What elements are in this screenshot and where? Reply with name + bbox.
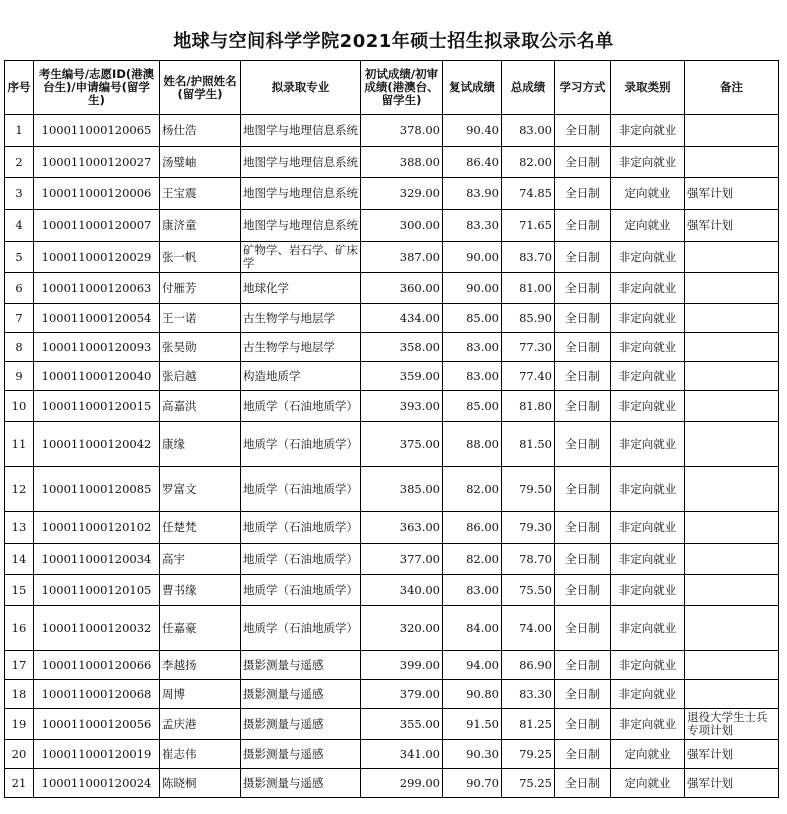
study-mode-cell: 全日制 [555, 362, 611, 391]
candidate-id-cell: 100011000120065 [34, 115, 160, 147]
note-cell [685, 651, 779, 680]
study-mode-cell: 全日制 [555, 680, 611, 709]
seq-cell: 19 [5, 709, 34, 740]
note-cell: 强军计划 [685, 178, 779, 210]
candidate-id-cell: 100011000120105 [34, 575, 160, 606]
admission-category-cell: 非定向就业 [611, 304, 685, 333]
study-mode-cell: 全日制 [555, 333, 611, 362]
total-score-cell: 81.80 [502, 391, 555, 422]
retest-score-cell: 85.00 [443, 391, 502, 422]
candidate-id-cell: 100011000120085 [34, 467, 160, 512]
seq-cell: 15 [5, 575, 34, 606]
name-cell: 杨仕浩 [160, 115, 241, 147]
retest-score-cell: 90.00 [443, 242, 502, 273]
major-cell: 地质学（石油地质学） [241, 606, 361, 651]
name-cell: 高嘉洪 [160, 391, 241, 422]
seq-cell: 8 [5, 333, 34, 362]
total-score-cell: 85.90 [502, 304, 555, 333]
name-cell: 罗富文 [160, 467, 241, 512]
name-cell: 李越扬 [160, 651, 241, 680]
header-retest: 复试成绩 [443, 61, 502, 115]
prelim-score-cell: 388.00 [361, 147, 443, 178]
table-row [5, 740, 779, 769]
study-mode-cell: 全日制 [555, 467, 611, 512]
study-mode-cell: 全日制 [555, 304, 611, 333]
seq-cell: 9 [5, 362, 34, 391]
retest-score-cell: 91.50 [443, 709, 502, 740]
table-row [5, 651, 779, 680]
major-cell: 摄影测量与遥感 [241, 769, 361, 798]
retest-score-cell: 90.70 [443, 769, 502, 798]
candidate-id-cell: 100011000120056 [34, 709, 160, 740]
total-score-cell: 81.50 [502, 422, 555, 467]
note-cell [685, 115, 779, 147]
major-cell: 地质学（石油地质学） [241, 575, 361, 606]
total-score-cell: 82.00 [502, 147, 555, 178]
seq-cell: 12 [5, 467, 34, 512]
header-major: 拟录取专业 [241, 61, 361, 115]
seq-cell: 21 [5, 769, 34, 798]
candidate-id-cell: 100011000120042 [34, 422, 160, 467]
study-mode-cell: 全日制 [555, 210, 611, 242]
major-cell: 摄影测量与遥感 [241, 651, 361, 680]
table-row [5, 391, 779, 422]
major-cell: 摄影测量与遥感 [241, 680, 361, 709]
note-cell: 强军计划 [685, 210, 779, 242]
candidate-id-cell: 100011000120093 [34, 333, 160, 362]
table-row [5, 680, 779, 709]
study-mode-cell: 全日制 [555, 740, 611, 769]
table-row [5, 467, 779, 512]
major-cell: 矿物学、岩石学、矿床学 [241, 242, 361, 273]
seq-cell: 17 [5, 651, 34, 680]
retest-score-cell: 83.00 [443, 362, 502, 391]
candidate-id-cell: 100011000120029 [34, 242, 160, 273]
study-mode-cell: 全日制 [555, 544, 611, 575]
note-cell [685, 575, 779, 606]
prelim-score-cell: 385.00 [361, 467, 443, 512]
retest-score-cell: 90.80 [443, 680, 502, 709]
seq-cell: 5 [5, 242, 34, 273]
candidate-id-cell: 100011000120040 [34, 362, 160, 391]
admission-category-cell: 定向就业 [611, 210, 685, 242]
total-score-cell: 86.90 [502, 651, 555, 680]
major-cell: 古生物学与地层学 [241, 304, 361, 333]
admission-category-cell: 非定向就业 [611, 242, 685, 273]
total-score-cell: 75.50 [502, 575, 555, 606]
prelim-score-cell: 360.00 [361, 273, 443, 304]
study-mode-cell: 全日制 [555, 422, 611, 467]
admission-category-cell: 非定向就业 [611, 606, 685, 651]
table-row [5, 362, 779, 391]
major-cell: 摄影测量与遥感 [241, 709, 361, 740]
retest-score-cell: 83.00 [443, 333, 502, 362]
header-total: 总成绩 [502, 61, 555, 115]
table-row [5, 333, 779, 362]
candidate-id-cell: 100011000120006 [34, 178, 160, 210]
admission-category-cell: 非定向就业 [611, 575, 685, 606]
name-cell: 付雁芳 [160, 273, 241, 304]
retest-score-cell: 86.00 [443, 512, 502, 544]
name-cell: 张启越 [160, 362, 241, 391]
note-cell [685, 304, 779, 333]
header-name: 姓名/护照姓名(留学生) [160, 61, 241, 115]
table-row [5, 304, 779, 333]
candidate-id-cell: 100011000120032 [34, 606, 160, 651]
admission-table [4, 60, 779, 798]
seq-cell: 20 [5, 740, 34, 769]
study-mode-cell: 全日制 [555, 115, 611, 147]
candidate-id-cell: 100011000120024 [34, 769, 160, 798]
header-row [5, 61, 779, 115]
note-cell [685, 391, 779, 422]
total-score-cell: 77.30 [502, 333, 555, 362]
note-cell: 强军计划 [685, 769, 779, 798]
header-prelim: 初试成绩/初审成绩(港澳台、留学生) [361, 61, 443, 115]
header-category: 录取类别 [611, 61, 685, 115]
retest-score-cell: 82.00 [443, 467, 502, 512]
candidate-id-cell: 100011000120019 [34, 740, 160, 769]
prelim-score-cell: 340.00 [361, 575, 443, 606]
note-cell [685, 333, 779, 362]
total-score-cell: 83.70 [502, 242, 555, 273]
study-mode-cell: 全日制 [555, 147, 611, 178]
note-cell [685, 606, 779, 651]
retest-score-cell: 88.00 [443, 422, 502, 467]
total-score-cell: 79.25 [502, 740, 555, 769]
total-score-cell: 79.50 [502, 467, 555, 512]
candidate-id-cell: 100011000120068 [34, 680, 160, 709]
admission-category-cell: 非定向就业 [611, 391, 685, 422]
admission-category-cell: 非定向就业 [611, 651, 685, 680]
retest-score-cell: 83.90 [443, 178, 502, 210]
retest-score-cell: 90.40 [443, 115, 502, 147]
candidate-id-cell: 100011000120034 [34, 544, 160, 575]
study-mode-cell: 全日制 [555, 242, 611, 273]
prelim-score-cell: 329.00 [361, 178, 443, 210]
candidate-id-cell: 100011000120102 [34, 512, 160, 544]
total-score-cell: 71.65 [502, 210, 555, 242]
seq-cell: 3 [5, 178, 34, 210]
admission-category-cell: 非定向就业 [611, 680, 685, 709]
admission-category-cell: 定向就业 [611, 178, 685, 210]
table-row [5, 709, 779, 740]
admission-category-cell: 非定向就业 [611, 512, 685, 544]
header-note: 备注 [685, 61, 779, 115]
note-cell [685, 273, 779, 304]
major-cell: 地图学与地理信息系统 [241, 178, 361, 210]
major-cell: 地质学（石油地质学） [241, 467, 361, 512]
table-row [5, 115, 779, 147]
admission-category-cell: 非定向就业 [611, 467, 685, 512]
study-mode-cell: 全日制 [555, 178, 611, 210]
retest-score-cell: 84.00 [443, 606, 502, 651]
retest-score-cell: 90.30 [443, 740, 502, 769]
table-row [5, 242, 779, 273]
note-cell [685, 422, 779, 467]
study-mode-cell: 全日制 [555, 606, 611, 651]
table-row [5, 769, 779, 798]
name-cell: 任楚梵 [160, 512, 241, 544]
table-row [5, 273, 779, 304]
major-cell: 地质学（石油地质学） [241, 391, 361, 422]
name-cell: 陈晓桐 [160, 769, 241, 798]
seq-cell: 10 [5, 391, 34, 422]
major-cell: 地质学（石油地质学） [241, 422, 361, 467]
admission-category-cell: 非定向就业 [611, 709, 685, 740]
candidate-id-cell: 100011000120066 [34, 651, 160, 680]
note-cell [685, 544, 779, 575]
table-row [5, 606, 779, 651]
retest-score-cell: 94.00 [443, 651, 502, 680]
candidate-id-cell: 100011000120027 [34, 147, 160, 178]
prelim-score-cell: 379.00 [361, 680, 443, 709]
header-seq: 序号 [5, 61, 34, 115]
seq-cell: 6 [5, 273, 34, 304]
seq-cell: 7 [5, 304, 34, 333]
table-row [5, 544, 779, 575]
study-mode-cell: 全日制 [555, 391, 611, 422]
major-cell: 地质学（石油地质学） [241, 512, 361, 544]
retest-score-cell: 85.00 [443, 304, 502, 333]
name-cell: 崔志伟 [160, 740, 241, 769]
seq-cell: 11 [5, 422, 34, 467]
prelim-score-cell: 363.00 [361, 512, 443, 544]
seq-cell: 18 [5, 680, 34, 709]
candidate-id-cell: 100011000120007 [34, 210, 160, 242]
seq-cell: 2 [5, 147, 34, 178]
major-cell: 构造地质学 [241, 362, 361, 391]
admission-category-cell: 非定向就业 [611, 422, 685, 467]
prelim-score-cell: 387.00 [361, 242, 443, 273]
note-cell: 强军计划 [685, 740, 779, 769]
table-row [5, 178, 779, 210]
total-score-cell: 81.25 [502, 709, 555, 740]
name-cell: 张昊勋 [160, 333, 241, 362]
prelim-score-cell: 341.00 [361, 740, 443, 769]
admission-category-cell: 非定向就业 [611, 362, 685, 391]
admission-category-cell: 定向就业 [611, 769, 685, 798]
table-row [5, 575, 779, 606]
study-mode-cell: 全日制 [555, 273, 611, 304]
major-cell: 古生物学与地层学 [241, 333, 361, 362]
name-cell: 周博 [160, 680, 241, 709]
prelim-score-cell: 299.00 [361, 769, 443, 798]
total-score-cell: 83.30 [502, 680, 555, 709]
retest-score-cell: 90.00 [443, 273, 502, 304]
major-cell: 摄影测量与遥感 [241, 740, 361, 769]
total-score-cell: 77.40 [502, 362, 555, 391]
table-row [5, 422, 779, 467]
name-cell: 曹书缘 [160, 575, 241, 606]
name-cell: 康缘 [160, 422, 241, 467]
seq-cell: 1 [5, 115, 34, 147]
total-score-cell: 79.30 [502, 512, 555, 544]
prelim-score-cell: 434.00 [361, 304, 443, 333]
prelim-score-cell: 300.00 [361, 210, 443, 242]
total-score-cell: 83.00 [502, 115, 555, 147]
candidate-id-cell: 100011000120015 [34, 391, 160, 422]
name-cell: 王一诺 [160, 304, 241, 333]
study-mode-cell: 全日制 [555, 575, 611, 606]
note-cell [685, 362, 779, 391]
major-cell: 地球化学 [241, 273, 361, 304]
prelim-score-cell: 358.00 [361, 333, 443, 362]
major-cell: 地图学与地理信息系统 [241, 115, 361, 147]
prelim-score-cell: 355.00 [361, 709, 443, 740]
note-cell [685, 680, 779, 709]
name-cell: 孟庆港 [160, 709, 241, 740]
note-cell [685, 467, 779, 512]
note-cell [685, 147, 779, 178]
prelim-score-cell: 399.00 [361, 651, 443, 680]
admission-category-cell: 非定向就业 [611, 147, 685, 178]
note-cell: 退役大学生士兵专项计划 [685, 709, 779, 740]
header-id: 考生编号/志愿ID(港澳台生)/申请编号(留学生) [34, 61, 160, 115]
seq-cell: 16 [5, 606, 34, 651]
total-score-cell: 78.70 [502, 544, 555, 575]
total-score-cell: 81.00 [502, 273, 555, 304]
total-score-cell: 74.00 [502, 606, 555, 651]
prelim-score-cell: 375.00 [361, 422, 443, 467]
table-row [5, 147, 779, 178]
name-cell: 张一帆 [160, 242, 241, 273]
seq-cell: 13 [5, 512, 34, 544]
prelim-score-cell: 377.00 [361, 544, 443, 575]
study-mode-cell: 全日制 [555, 651, 611, 680]
name-cell: 任嘉豪 [160, 606, 241, 651]
admission-category-cell: 非定向就业 [611, 333, 685, 362]
retest-score-cell: 82.00 [443, 544, 502, 575]
name-cell: 王宝震 [160, 178, 241, 210]
study-mode-cell: 全日制 [555, 709, 611, 740]
major-cell: 地图学与地理信息系统 [241, 147, 361, 178]
table-row [5, 210, 779, 242]
major-cell: 地图学与地理信息系统 [241, 210, 361, 242]
prelim-score-cell: 393.00 [361, 391, 443, 422]
total-score-cell: 75.25 [502, 769, 555, 798]
admission-category-cell: 非定向就业 [611, 273, 685, 304]
candidate-id-cell: 100011000120054 [34, 304, 160, 333]
total-score-cell: 74.85 [502, 178, 555, 210]
retest-score-cell: 86.40 [443, 147, 502, 178]
header-mode: 学习方式 [555, 61, 611, 115]
candidate-id-cell: 100011000120063 [34, 273, 160, 304]
note-cell [685, 242, 779, 273]
admission-category-cell: 定向就业 [611, 740, 685, 769]
name-cell: 高宇 [160, 544, 241, 575]
name-cell: 汤璧岫 [160, 147, 241, 178]
note-cell [685, 512, 779, 544]
study-mode-cell: 全日制 [555, 512, 611, 544]
admission-category-cell: 非定向就业 [611, 544, 685, 575]
prelim-score-cell: 320.00 [361, 606, 443, 651]
study-mode-cell: 全日制 [555, 769, 611, 798]
page-title: 地球与空间科学学院2021年硕士招生拟录取公示名单 [173, 31, 614, 52]
prelim-score-cell: 359.00 [361, 362, 443, 391]
seq-cell: 14 [5, 544, 34, 575]
major-cell: 地质学（石油地质学） [241, 544, 361, 575]
table-row [5, 512, 779, 544]
prelim-score-cell: 378.00 [361, 115, 443, 147]
seq-cell: 4 [5, 210, 34, 242]
retest-score-cell: 83.30 [443, 210, 502, 242]
name-cell: 康济童 [160, 210, 241, 242]
retest-score-cell: 83.00 [443, 575, 502, 606]
admission-category-cell: 非定向就业 [611, 115, 685, 147]
